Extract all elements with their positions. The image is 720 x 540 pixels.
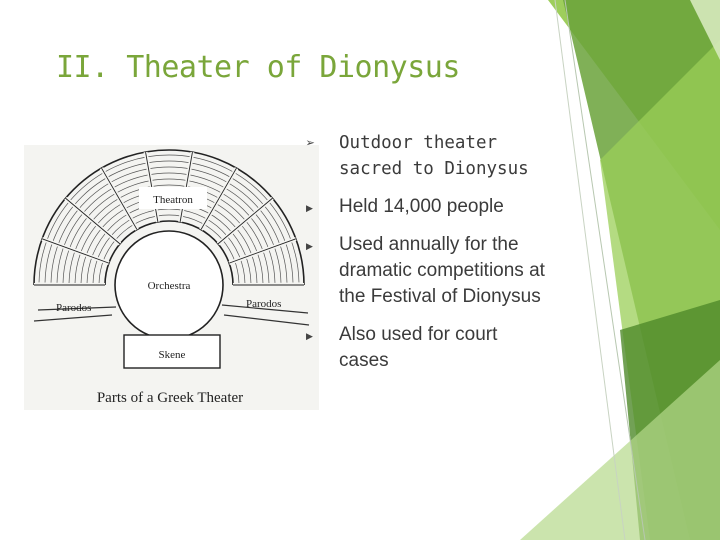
theatron-label: Theatron (153, 194, 193, 206)
triangle-bullet-icon: ▶ (306, 203, 313, 213)
triangle-bullet-icon: ▶ (306, 331, 313, 341)
bullet-text: Outdoor theater sacred to Dionysus (339, 133, 529, 179)
slide-title: II. Theater of Dionysus (56, 50, 460, 85)
arrow-bullet-icon: ➢ (306, 134, 316, 152)
parodos-right-label: Parodos (246, 298, 282, 310)
bullet-item (306, 232, 546, 310)
bullet-item (306, 322, 546, 374)
greek-theater-diagram (24, 145, 319, 410)
bullet-text: Also used for court cases (339, 324, 498, 371)
bullet-item (306, 130, 546, 182)
skene-label: Skene (158, 349, 186, 361)
parodos-left-label: Parodos (56, 302, 92, 314)
triangle-bullet-icon: ▶ (306, 241, 313, 251)
figure-caption: Parts of a Greek Theater (96, 390, 244, 406)
bullet-text: Used annually for the dramatic competitions at the Festival of Dionysus (339, 234, 545, 307)
bullet-text: Held 14,000 people (339, 196, 504, 217)
bullet-item (306, 194, 546, 220)
orchestra-label: Orchestra (147, 280, 191, 292)
bullet-list (306, 130, 546, 386)
